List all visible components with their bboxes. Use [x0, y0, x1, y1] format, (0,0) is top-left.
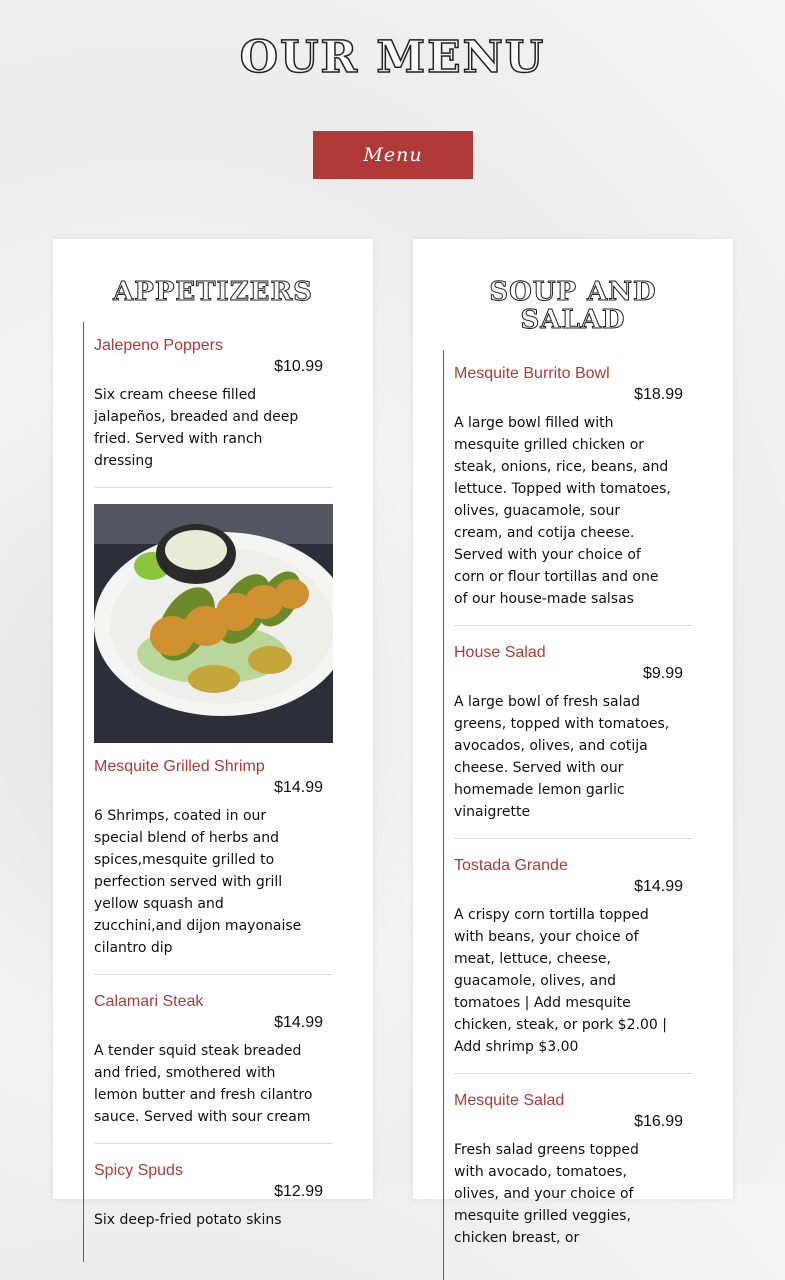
section-title-soup-salad: SOUP AND SALAD — [489, 277, 657, 335]
item-description: A crispy corn tortilla topped with beans, your choice of meat, lettuce, cheese, guacamole, olives, and tomatoes | Add mesquite chicken, steak, or pork $2.00 | Add shrimp $3.00 — [454, 907, 667, 1055]
menu-item — [454, 642, 693, 839]
item-price: $16.99 — [634, 1113, 683, 1130]
item-name: Spicy Spuds — [94, 1162, 183, 1179]
item-price: $10.99 — [274, 358, 323, 375]
item-description: A tender squid steak breaded and fried, smothered with lemon butter and fresh cilantro sauce. Served with sour cream — [94, 1043, 313, 1125]
menu-item — [94, 322, 333, 488]
item-description: Fresh salad greens topped with avocado, tomatoes, olives, and your choice of mesquite grilled veggies, chicken breast, or — [454, 1142, 639, 1246]
item-price: $12.99 — [274, 1183, 323, 1200]
menu-item — [454, 350, 693, 626]
menu-item — [454, 1090, 693, 1264]
menu-item — [454, 855, 693, 1074]
appetizers-list — [83, 322, 333, 1262]
item-description: A large bowl of fresh salad greens, topped with tomatoes, avocados, olives, and cotija cheese. Served with our homemade lemon garlic vinaigrette — [454, 694, 670, 820]
item-description: 6 Shrimps, coated in our special blend of herbs and spices,mesquite grilled to perfection served with grill yellow squash and zucchini,and dijon mayonaise cilantro dip — [94, 808, 302, 956]
item-description: Six deep-fried potato skins — [94, 1212, 282, 1228]
menu-button[interactable]: Menu — [313, 131, 473, 179]
menu-item — [94, 1160, 333, 1246]
grilled-shrimp-photo — [94, 504, 333, 743]
item-price: $14.99 — [634, 878, 683, 895]
item-name: Mesquite Burrito Bowl — [454, 365, 610, 382]
item-description: Six cream cheese filled jalapeños, breaded and deep fried. Served with ranch dressing — [94, 387, 299, 469]
page-title: OUR MENU — [239, 32, 546, 83]
soup-salad-card — [413, 239, 733, 1246]
item-price: $18.99 — [634, 386, 683, 403]
item-name: Mesquite Salad — [454, 1092, 565, 1109]
menu-item — [94, 504, 333, 975]
item-name: House Salad — [454, 644, 546, 661]
appetizers-card — [53, 239, 373, 1228]
item-price: $14.99 — [274, 1014, 323, 1031]
item-name: Tostada Grande — [454, 857, 568, 874]
item-price: $9.99 — [642, 665, 683, 682]
item-name: Jalepeno Poppers — [94, 337, 223, 354]
item-description: A large bowl filled with mesquite grilled chicken or steak, onions, rice, beans, and lettuce. Topped with tomatoes, olives, guacamole, sour cream, and cotija cheese. Served with your choice of corn or flour tortillas and one of our house-made salsas — [454, 415, 671, 607]
item-name: Calamari Steak — [94, 993, 204, 1010]
item-name: Mesquite Grilled Shrimp — [94, 758, 265, 775]
item-price: $14.99 — [274, 779, 323, 796]
section-title-appetizers: APPETIZERS — [113, 277, 313, 307]
menu-item — [94, 991, 333, 1144]
soup-salad-list — [443, 350, 693, 1280]
